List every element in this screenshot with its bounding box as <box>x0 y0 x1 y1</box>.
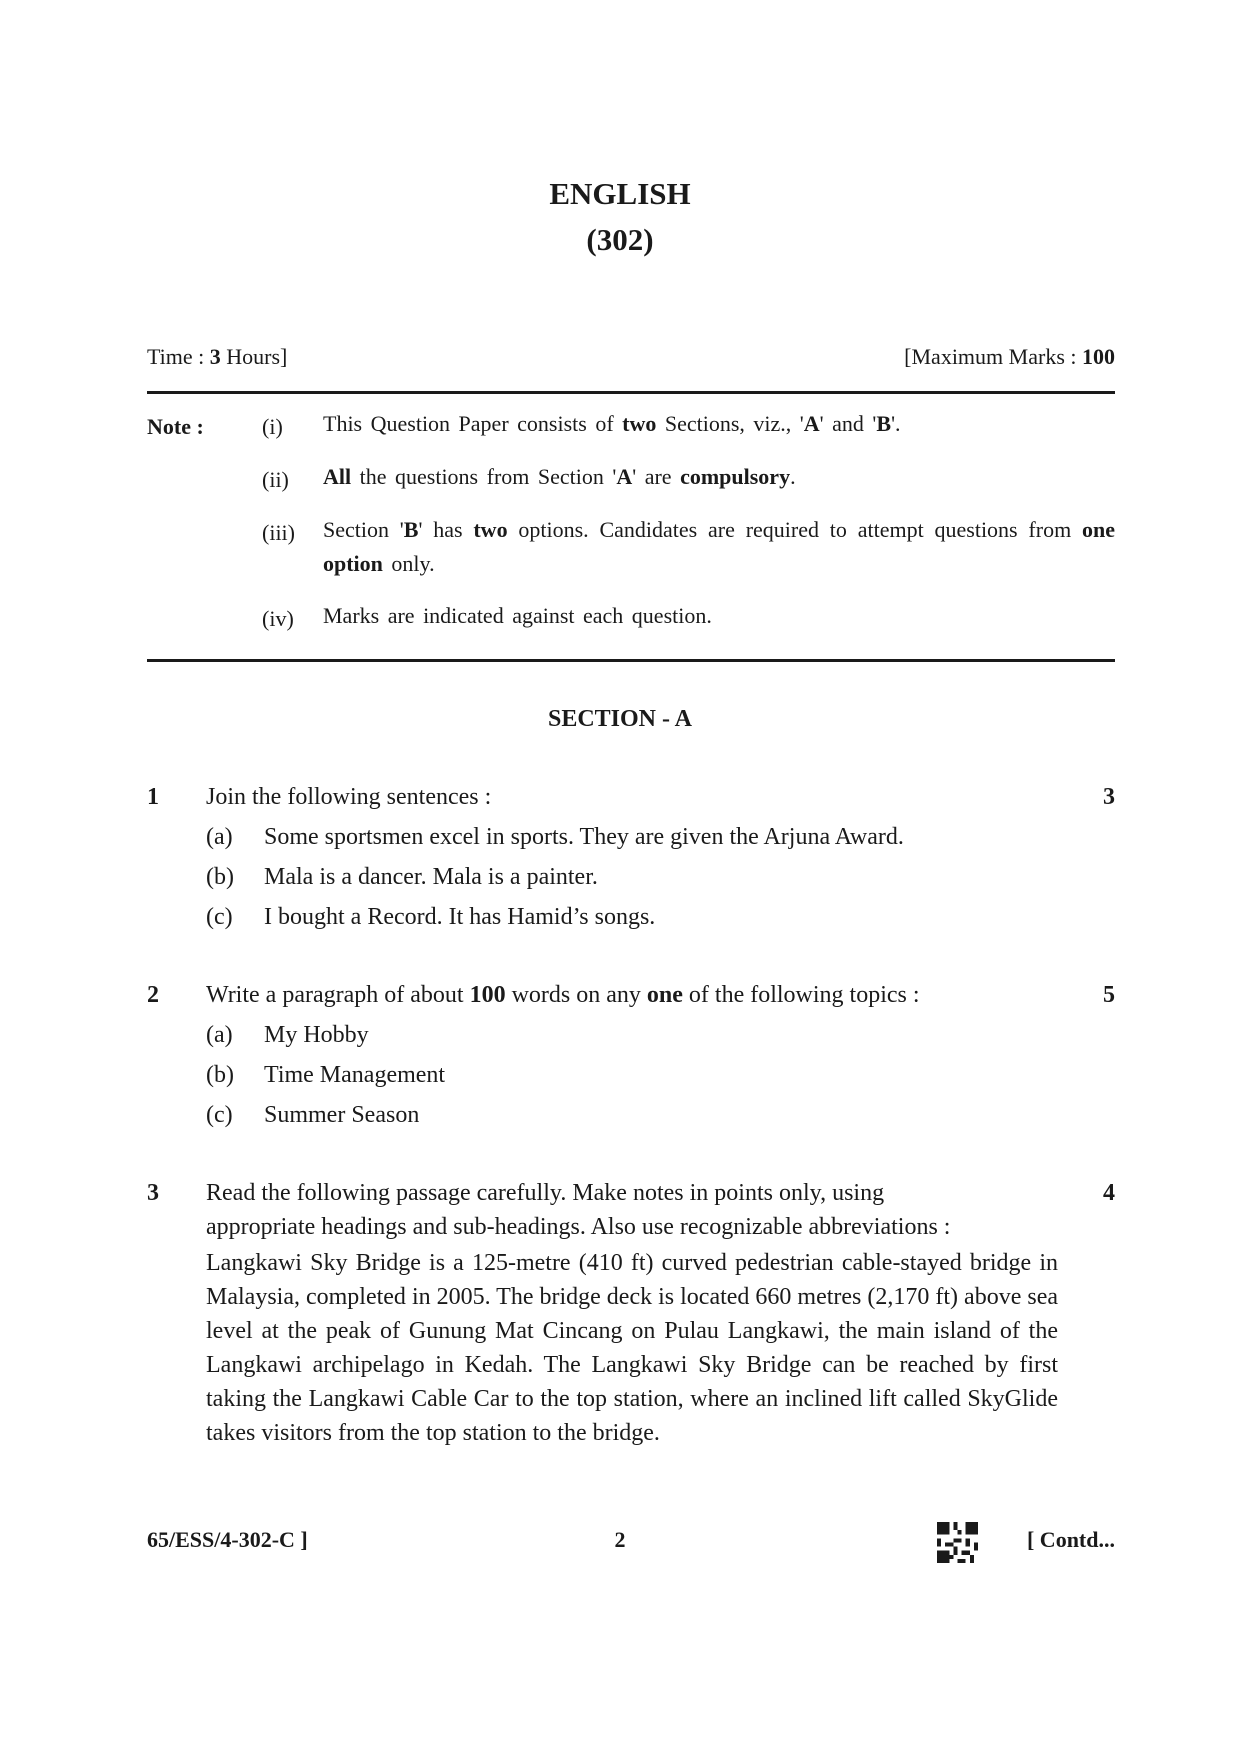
top-divider <box>147 391 1115 394</box>
note-item-number: (i) <box>262 414 283 439</box>
paper-code: 65/ESS/4-302-C ] <box>147 1527 308 1552</box>
question-number: 1 <box>147 784 159 810</box>
option-label: (b) <box>206 864 234 890</box>
time-marks-row <box>147 344 1115 370</box>
question-marks: 4 <box>1103 1180 1115 1206</box>
option-text: My Hobby <box>264 1022 369 1048</box>
note-item-text: All the questions from Section 'A' are compulsory. <box>323 464 796 489</box>
question-text: Write a paragraph of about 100 words on any one of the following topics : <box>206 982 920 1008</box>
note-item-text: Marks are indicated against each question. <box>323 603 712 628</box>
subject-title: ENGLISH <box>549 176 691 211</box>
note-label: Note : <box>147 414 204 439</box>
option-label: (a) <box>206 824 233 850</box>
option-label: (b) <box>206 1062 234 1088</box>
option-text: I bought a Record. It has Hamid’s songs. <box>264 904 656 930</box>
option-text: Summer Season <box>264 1102 420 1128</box>
option-label: (a) <box>206 1022 233 1048</box>
time-allowed: Time : 3 Hours] <box>147 344 288 369</box>
question-text-line-1: Read the following passage carefully. Make notes in points only, using <box>206 1180 885 1206</box>
question-number: 2 <box>147 982 159 1008</box>
maximum-marks: [Maximum Marks : 100 <box>904 344 1115 369</box>
option-text: Time Management <box>264 1062 446 1088</box>
note-item-number: (ii) <box>262 467 289 492</box>
question-text: Join the following sentences : <box>206 784 492 810</box>
note-item-text: This Question Paper consists of two Sections, viz., 'A' and 'B'. <box>323 411 901 436</box>
note-item-text: Section 'B' has two options. Candidates are required to attempt questions from one option only. <box>323 517 1115 576</box>
section-title: SECTION - A <box>547 706 693 732</box>
option-label: (c) <box>206 1102 233 1128</box>
bottom-divider <box>147 659 1115 662</box>
subject-code: (302) <box>586 222 654 257</box>
question-marks: 5 <box>1103 982 1115 1008</box>
option-text: Mala is a dancer. Mala is a painter. <box>264 864 598 890</box>
question-text-line-2: appropriate headings and sub-headings. Also use recognizable abbreviations : <box>206 1214 951 1240</box>
note-item-number: (iii) <box>262 520 295 545</box>
question-marks: 3 <box>1103 784 1115 810</box>
question-number: 3 <box>147 1180 159 1206</box>
reading-passage: Langkawi Sky Bridge is a 125-metre (410 ft) curved pedestrian cable-stayed bridge in Malaysia, completed in 2005. The bridge deck is located 660 metres (2,170 ft) above sea level at the peak of Gunung Mat Cincang on Pulau Langkawi, the main island of the Langkawi archipelago in Kedah. The Langkawi Sky Bridge can be reached by first taking the Langkawi Cable Car to the top station, where an inclined lift called SkyGlide takes visitors from the top station to the bridge. <box>206 1250 1058 1446</box>
page-number: 2 <box>614 1527 626 1552</box>
continued-label: [ Contd... <box>1026 1527 1115 1552</box>
note-item-number: (iv) <box>262 606 294 631</box>
option-label: (c) <box>206 904 233 930</box>
option-text: Some sportsmen excel in sports. They are given the Arjuna Award. <box>264 824 904 850</box>
